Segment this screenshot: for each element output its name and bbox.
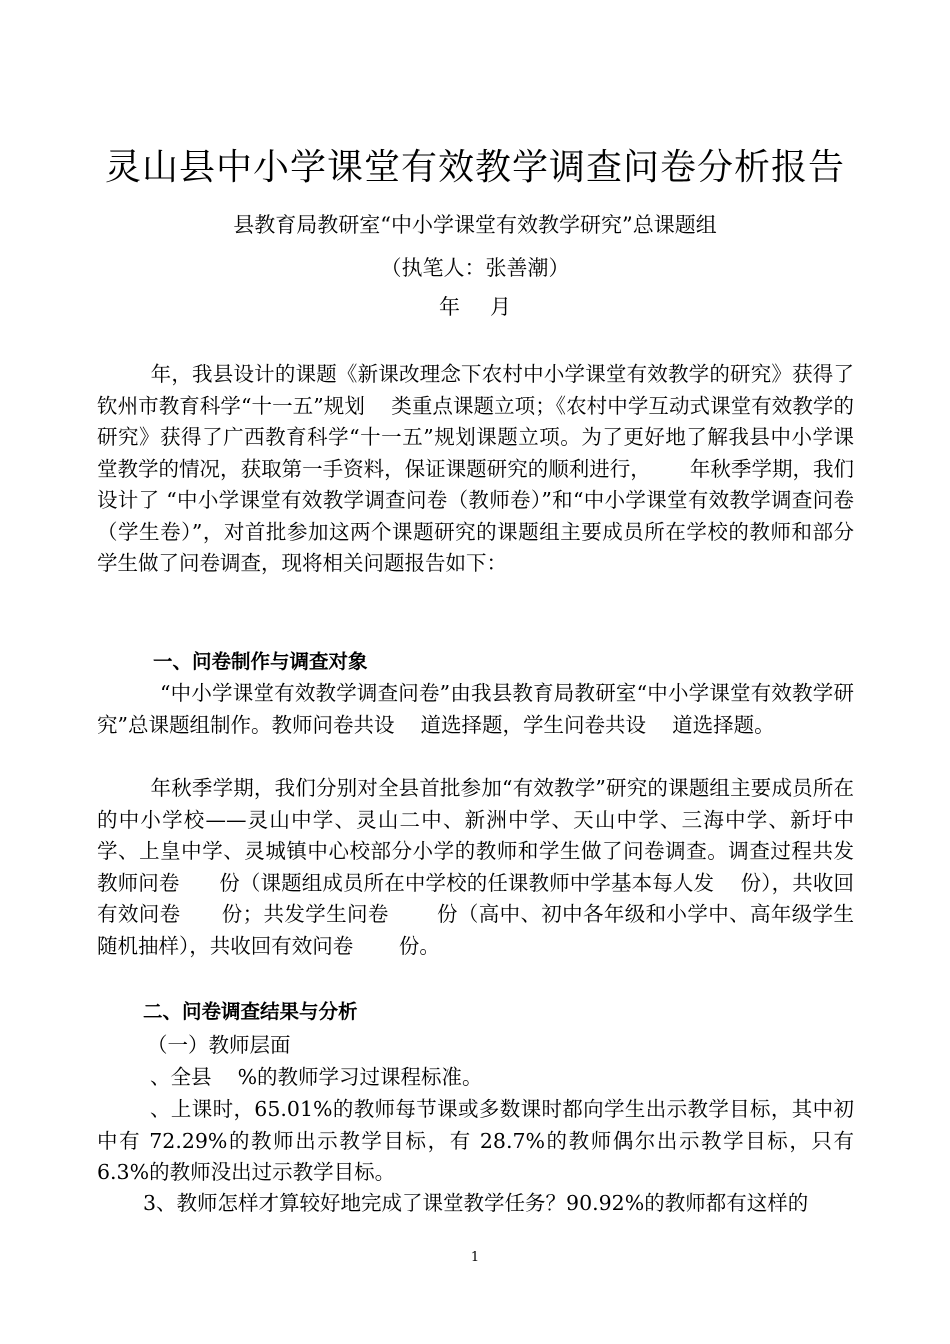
- page-number: 1: [470, 1250, 480, 1265]
- item-3: 3、教师怎样才算较好地完成了课堂教学任务？90.92%的教师都有这样的: [143, 1191, 809, 1215]
- section2-heading: 二、问卷调查结果与分析: [143, 1000, 358, 1023]
- document-date: [0, 292, 950, 322]
- section1-heading: 一、问卷制作与调查对象: [153, 650, 368, 673]
- document-title: 灵山县中小学课堂有效教学调查问卷分析报告: [104, 147, 845, 188]
- item-1: 、全县 %的教师学习过课程标准。: [150, 1065, 483, 1089]
- date-month: 月: [490, 295, 511, 319]
- intro-paragraph: 年，我县设计的课题《新课改理念下农村中小学课堂有效教学的研究》获得了钦州市教育科学“十一五”规划 类重点课题立项；《农村中学互动式课堂有效教学的研究》获得了广西教育科学“十一五”规划课题立项。为了更好地了解我县中小学课堂教学的情况，获取第一手资料，保证课题研究的顺利进行， 年秋季学期，我们设计了 “中小学课堂有效教学调查问卷（教师卷）”和“中小学课堂有效教学调查问卷（学生卷）”，对首批参加这两个课题研究的课题组主要成员所在学校的教师和部分学生做了问卷调查，现将相关问题报告如下：: [97, 362, 854, 575]
- section1-paragraph-1: “中小学课堂有效教学调查问卷”由我县教育局教研室“中小学课堂有效教学研究”总课题组制作。教师问卷共设 道选择题，学生问卷共设 道选择题。: [97, 681, 854, 737]
- section2-subheading: （一）教师层面: [147, 1033, 291, 1057]
- document-subtitle: 县教育局教研室“中小学课堂有效教学研究”总课题组: [233, 213, 717, 237]
- document-author: （执笔人：张善潮）: [380, 256, 570, 280]
- date-year: 年: [439, 295, 460, 319]
- section1-paragraph-2: 年秋季学期，我们分别对全县首批参加“有效教学”研究的课题组主要成员所在的中小学校——灵山中学、灵山二中、新洲中学、天山中学、三海中学、新圩中学、上皇中学、灵城镇中心校部分小学的教师和学生做了问卷调查。调查过程共发教师问卷 份（课题组成员所在中学校的任课教师中学基本每人发 份），共收回有效问卷 份；共发学生问卷 份（高中、初中各年级和小学中、高年级学生随机抽样），共收回有效问卷 份。: [97, 776, 854, 958]
- item-2: 、上课时，65.01%的教师每节课或多数课时都向学生出示教学目标，其中初中有 72.29%的教师出示教学目标，有 28.7%的教师偶尔出示教学目标，只有 6.3%的教师没出过示教学目标。: [97, 1097, 854, 1184]
